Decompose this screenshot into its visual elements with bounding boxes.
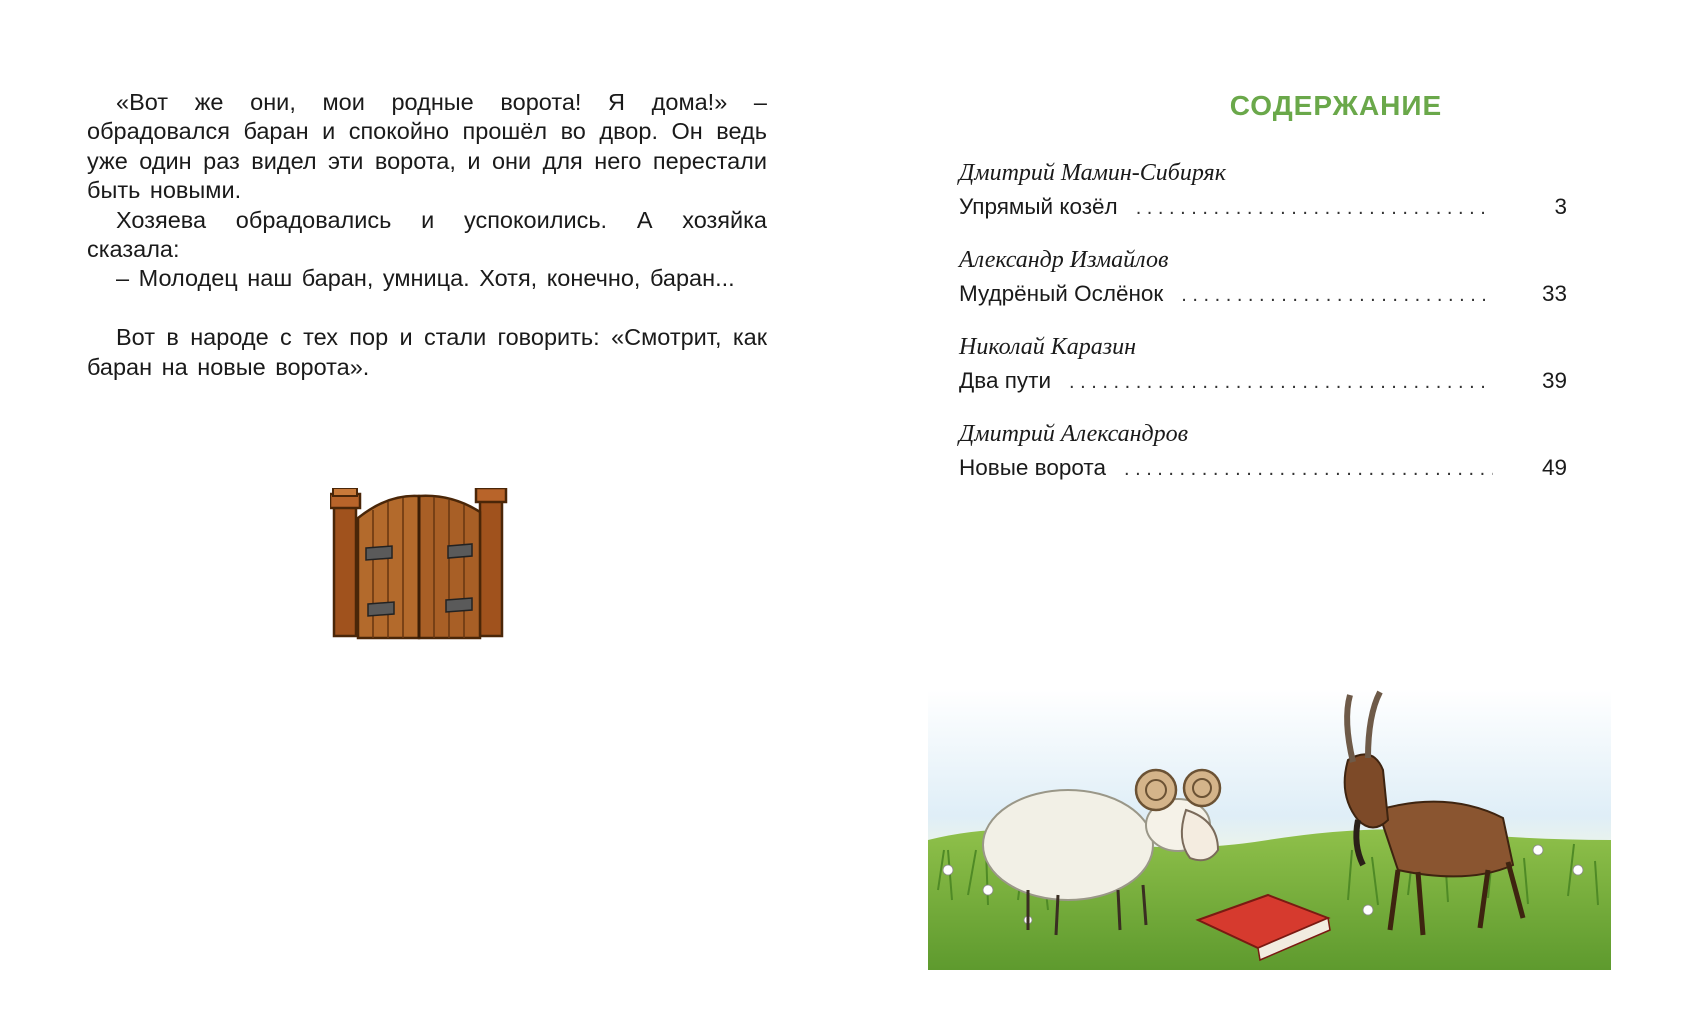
ram-goat-book-meadow-icon <box>928 690 1611 970</box>
toc-page-number: 33 <box>1541 281 1567 306</box>
story-paragraph-2: Хозяева обрадовались и успокоились. А хозяйка сказала: <box>87 206 767 263</box>
toc-entry <box>959 332 1567 400</box>
toc-row <box>959 276 1567 313</box>
toc-leader-dots <box>1136 191 1493 226</box>
table-of-contents <box>959 158 1567 506</box>
toc-leader-dots <box>1181 278 1493 313</box>
toc-page-number: 39 <box>1541 368 1567 393</box>
toc-story-title: Новые ворота <box>959 455 1106 480</box>
toc-leader-dots <box>1069 365 1493 400</box>
toc-page-number: 49 <box>1541 455 1567 480</box>
story-text <box>87 88 767 382</box>
wooden-gate-icon <box>330 488 508 640</box>
toc-author: Дмитрий Мамин-Сибиряк <box>959 160 1226 186</box>
right-page <box>849 0 1698 1020</box>
story-paragraph-1: «Вот же они, мои родные ворота! Я дома!» – обрадовался баран и спокойно прошёл во двор. Он ведь уже один раз видел эти ворота, и они для него перестали быть новыми. <box>87 89 767 204</box>
story-paragraph-4: Вот в народе с тех пор и стали говорить: «Смотрит, как баран на новые ворота». <box>87 324 767 380</box>
toc-author: Николай Каразин <box>959 334 1137 360</box>
toc-page-number: 3 <box>1554 194 1567 219</box>
story-paragraph-3: – Молодец наш баран, умница. Хотя, конечно, баран... <box>116 265 735 292</box>
toc-author: Дмитрий Александров <box>959 421 1189 447</box>
toc-story-title: Упрямый козёл <box>959 194 1118 219</box>
toc-author: Александр Измайлов <box>959 247 1169 273</box>
toc-entry <box>959 245 1567 313</box>
contents-title: СОДЕРЖАНИЕ <box>1229 90 1443 121</box>
toc-entry <box>959 158 1567 226</box>
toc-row <box>959 450 1567 487</box>
toc-row <box>959 363 1567 400</box>
contents-title-wrap <box>849 90 1698 122</box>
toc-row <box>959 189 1567 226</box>
toc-leader-dots <box>1124 452 1493 487</box>
toc-story-title: Мудрёный Ослёнок <box>959 281 1164 306</box>
toc-entry <box>959 419 1567 487</box>
toc-story-title: Два пути <box>959 368 1052 393</box>
